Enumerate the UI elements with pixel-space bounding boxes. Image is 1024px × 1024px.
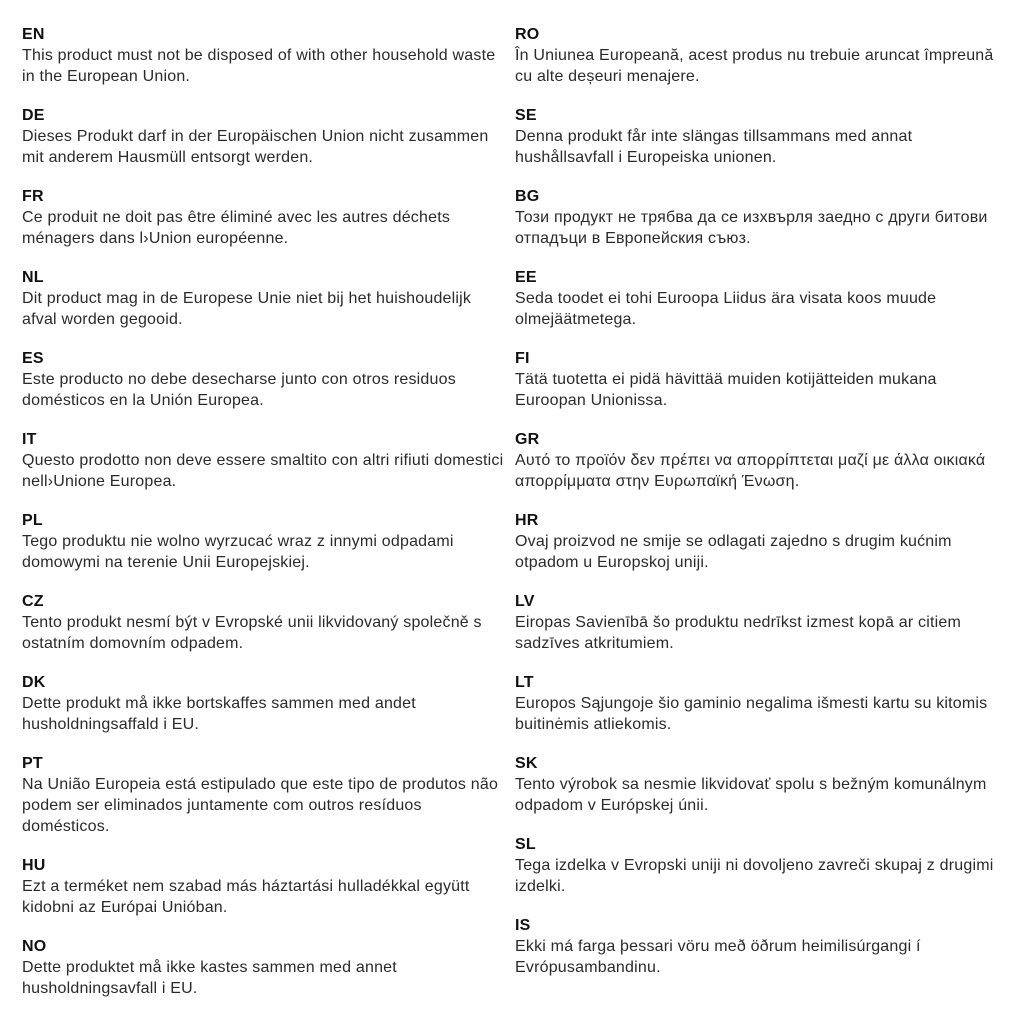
language-text: Tento výrobok sa nesmie likvidovať spolu s bežným komunálnym odpadom v Európskej únii. [515, 776, 987, 814]
language-entry [22, 672, 505, 735]
language-code: PL [22, 512, 43, 529]
language-text: Dette produkt må ikke bortskaffes sammen med andet husholdningsaffald i EU. [22, 695, 416, 733]
language-code: ES [22, 350, 44, 367]
language-text: Denna produkt får inte slängas tillsammans med annat hushållsavfall i Europeiska unionen. [515, 128, 913, 166]
language-code: HU [22, 857, 46, 874]
language-text: În Uniunea Europeană, acest produs nu trebuie aruncat împreună cu alte deșeuri menajere. [515, 47, 994, 85]
language-text: Този продукт не трябва да се изхвърля заедно с други битови отпадъци в Европейския съюз. [515, 209, 988, 247]
language-code: GR [515, 431, 540, 448]
language-text: Αυτό το προϊόν δεν πρέπει να απορρίπτεται μαζί με άλλα οικιακά απορρίμματα στην Ευρωπαϊκή Ένωση. [515, 452, 986, 490]
language-text: Questo prodotto non deve essere smaltito con altri rifiuti domestici nell›Unione Europea. [22, 452, 504, 490]
language-entry [515, 672, 998, 735]
language-text: Ovaj proizvod ne smije se odlagati zajedno s drugim kućnim otpadom u Europskoj uniji. [515, 533, 952, 571]
language-code: LT [515, 674, 534, 691]
language-entry [22, 936, 505, 999]
language-entry [515, 267, 998, 330]
language-code: EN [22, 26, 45, 43]
language-code: NL [22, 269, 44, 286]
language-code: LV [515, 593, 535, 610]
language-text: Este producto no debe desecharse junto con otros residuos domésticos en la Unión Europea. [22, 371, 456, 409]
language-text: Ezt a terméket nem szabad más háztartási hulladékkal együtt kidobni az Európai Unióban. [22, 878, 470, 916]
language-code: IT [22, 431, 37, 448]
language-entry [22, 753, 505, 837]
language-entry [22, 105, 505, 168]
language-text: Ekki má farga þessari vöru með öðrum heimilisúrgangi í Evrópusambandinu. [515, 938, 921, 976]
language-code: FR [22, 188, 44, 205]
language-text: Tega izdelka v Evropski uniji ni dovoljeno zavreči skupaj z drugimi izdelki. [515, 857, 994, 895]
language-code: BG [515, 188, 540, 205]
language-code: EE [515, 269, 537, 286]
language-text: Ce produit ne doit pas être éliminé avec les autres déchets ménagers dans l›Union européenne. [22, 209, 451, 247]
language-entry [515, 915, 998, 978]
language-code: IS [515, 917, 531, 934]
language-text: Na União Europeia está estipulado que este tipo de produtos não podem ser eliminados juntamente com outros resíduos domésticos. [22, 776, 499, 835]
language-text: Tento produkt nesmí být v Evropské unii likvidovaný společně s ostatním domovním odpadem. [22, 614, 482, 652]
language-column-left [22, 24, 505, 1017]
language-code: SL [515, 836, 536, 853]
language-code: HR [515, 512, 539, 529]
language-code: RO [515, 26, 540, 43]
language-entry [515, 186, 998, 249]
language-entry [515, 348, 998, 411]
language-entry [515, 834, 998, 897]
language-text: Eiropas Savienībā šo produktu nedrīkst izmest kopā ar citiem sadzīves atkritumiem. [515, 614, 961, 652]
language-entry [22, 267, 505, 330]
language-entry [22, 591, 505, 654]
language-code: SK [515, 755, 538, 772]
language-text: Dieses Produkt darf in der Europäischen Union nicht zusammen mit anderem Hausmüll entsorgt werden. [22, 128, 489, 166]
language-code: CZ [22, 593, 44, 610]
language-entry [515, 105, 998, 168]
language-code: DK [22, 674, 46, 691]
language-entry [515, 753, 998, 816]
language-entry [22, 348, 505, 411]
language-text: Dit product mag in de Europese Unie niet bij het huishoudelijk afval worden gegooid. [22, 290, 472, 328]
language-code: SE [515, 107, 537, 124]
language-code: NO [22, 938, 47, 955]
language-code: PT [22, 755, 43, 772]
language-entry [515, 591, 998, 654]
language-code: DE [22, 107, 45, 124]
language-text: Seda toodet ei tohi Euroopa Liidus ära visata koos muude olmejäätmetega. [515, 290, 937, 328]
language-entry [22, 510, 505, 573]
language-text: Tego produktu nie wolno wyrzucać wraz z innymi odpadami domowymi na terenie Unii Europejskiej. [22, 533, 454, 571]
language-text: Tätä tuotetta ei pidä hävittää muiden kotijätteiden mukana Euroopan Unionissa. [515, 371, 937, 409]
language-entry [515, 510, 998, 573]
language-entry [515, 429, 998, 492]
language-text: This product must not be disposed of with other household waste in the European Union. [22, 47, 496, 85]
language-entry [22, 186, 505, 249]
language-entry [22, 429, 505, 492]
language-column-right [515, 24, 998, 1017]
language-code: FI [515, 350, 530, 367]
language-text: Dette produktet må ikke kastes sammen med annet husholdningsavfall i EU. [22, 959, 397, 997]
language-entry [22, 855, 505, 918]
language-text: Europos Sąjungoje šio gaminio negalima išmesti kartu su kitomis buitinėmis atliekomis. [515, 695, 988, 733]
language-entry [515, 24, 998, 87]
language-entry [22, 24, 505, 87]
